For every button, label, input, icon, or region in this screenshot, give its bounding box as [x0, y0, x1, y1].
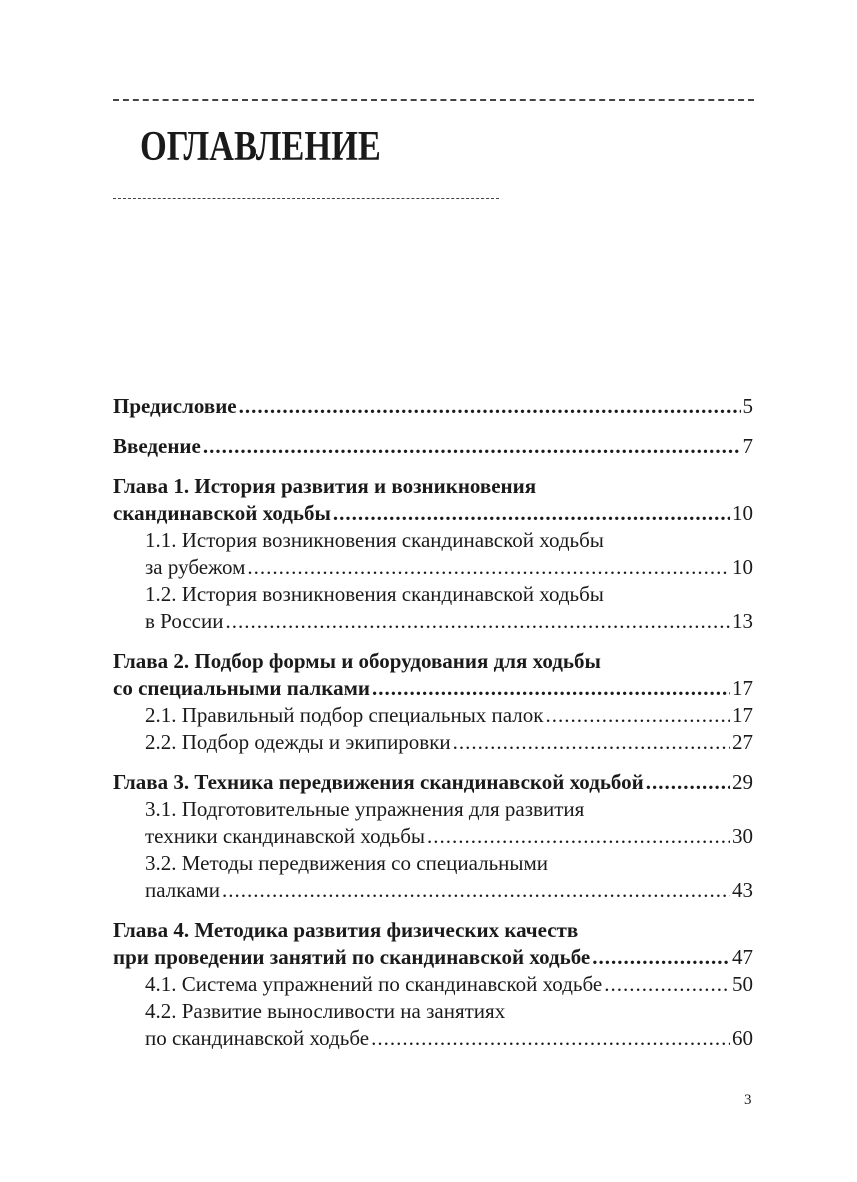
- toc-page: 10: [732, 501, 753, 525]
- toc-label: Предисловие: [113, 394, 237, 418]
- dot-leader: [646, 769, 730, 796]
- toc-page: 17: [732, 703, 753, 727]
- dot-leader: [333, 500, 730, 527]
- dot-leader: [427, 823, 730, 850]
- toc-label: скандинавской ходьбы: [113, 501, 331, 525]
- dot-leader: [239, 393, 741, 420]
- toc-entry-section-1-2[interactable]: [113, 581, 753, 635]
- toc-entry-chapter-4[interactable]: [113, 917, 753, 971]
- toc-label: 2.2. Подбор одежды и экипировки: [145, 730, 451, 754]
- toc-label: техники скандинавской ходьбы: [145, 824, 426, 848]
- toc-page: 47: [732, 945, 753, 969]
- toc-page: 43: [732, 878, 753, 902]
- toc-entry-section-3-2[interactable]: [113, 850, 753, 904]
- toc-entry-section-2-1[interactable]: [113, 702, 753, 729]
- toc-entry-preface[interactable]: [113, 393, 753, 420]
- dot-leader: [372, 675, 730, 702]
- toc-label: по скандинавской ходьбе: [145, 1026, 370, 1050]
- toc-label: 1.1. История возникновения скандинавской ходьбы: [145, 528, 604, 552]
- dot-leader: [203, 433, 741, 460]
- toc-label: палками: [145, 878, 220, 902]
- dot-leader: [545, 702, 730, 729]
- toc-label: 1.2. История возникновения скандинавской ходьбы: [145, 582, 604, 606]
- toc-label: Глава 2. Подбор формы и оборудования для ходьбы: [113, 649, 601, 673]
- toc-page: 50: [732, 972, 753, 996]
- toc-entry-chapter-1[interactable]: [113, 473, 753, 527]
- toc-page: 60: [732, 1026, 753, 1050]
- toc-page: 7: [742, 434, 753, 458]
- dot-leader: [371, 1025, 730, 1052]
- dot-leader: [604, 971, 730, 998]
- toc-label: в России: [145, 609, 224, 633]
- toc-label: 3.1. Подготовительные упражнения для развития: [145, 797, 585, 821]
- toc-label: Глава 1. История развития и возникновения: [113, 474, 537, 498]
- toc-label: за рубежом: [145, 555, 246, 579]
- page-title: ОГЛАВЛЕНИЕ: [140, 124, 381, 170]
- toc-label: 4.2. Развитие выносливости на занятиях: [145, 999, 506, 1023]
- toc-entry-intro[interactable]: [113, 433, 753, 460]
- page-number: 3: [744, 1092, 752, 1108]
- title-dashed-rule: [113, 198, 499, 199]
- dot-leader: [222, 877, 730, 904]
- dot-leader: [453, 729, 730, 756]
- toc-page: 10: [732, 555, 753, 579]
- dot-leader: [247, 554, 730, 581]
- dot-leader: [592, 944, 730, 971]
- toc-entry-section-4-1[interactable]: [113, 971, 753, 998]
- toc-page: 29: [732, 770, 753, 794]
- toc-page: 30: [732, 824, 753, 848]
- toc-page: 13: [732, 609, 753, 633]
- toc-label: Введение: [113, 434, 201, 458]
- top-dashed-rule: [113, 99, 754, 101]
- toc-entry-section-2-2[interactable]: [113, 729, 753, 756]
- toc-entry-chapter-3[interactable]: [113, 769, 753, 796]
- dot-leader: [225, 608, 730, 635]
- toc-label: 3.2. Методы передвижения со специальными: [145, 851, 549, 875]
- toc-page: 27: [732, 730, 753, 754]
- toc-page: 5: [742, 394, 753, 418]
- toc-entry-chapter-2[interactable]: [113, 648, 753, 702]
- toc-label: Глава 3. Техника передвижения скандинавской ходьбой: [113, 770, 644, 794]
- toc-label: Глава 4. Методика развития физических качеств: [113, 918, 579, 942]
- toc-label: при проведении занятий по скандинавской ходьбе: [113, 945, 591, 969]
- toc-label: 4.1. Система упражнений по скандинавской ходьбе: [145, 972, 603, 996]
- toc-page: 17: [732, 676, 753, 700]
- toc-label: со специальными палками: [113, 676, 370, 700]
- toc-label: 2.1. Правильный подбор специальных палок: [145, 703, 544, 727]
- toc-entry-section-3-1[interactable]: [113, 796, 753, 850]
- toc-entry-section-4-2[interactable]: [113, 998, 753, 1052]
- table-of-contents: [113, 393, 753, 1052]
- toc-entry-section-1-1[interactable]: [113, 527, 753, 581]
